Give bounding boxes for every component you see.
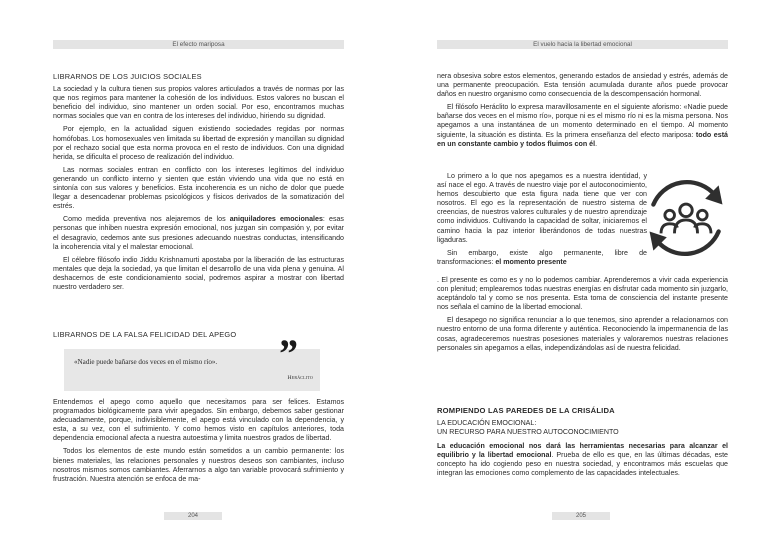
bold-term: La educación emocional nos dará las herramientas necesarias para alcanzar el equilibrio y la libertad emocional bbox=[437, 441, 728, 459]
paragraph: La sociedad y la cultura tienen sus propios valores articulados a través de normas por las que nos regimos para mantener la cohesión de los individuos. Estos valores no buscan el beneficio del individuo, sino mantener un orden social. Por eso, encontramos muchas normas sociales que van en contra de los intereses del individuo, hiriendo su dignidad. bbox=[53, 85, 344, 121]
page-number-right: 205 bbox=[552, 512, 610, 520]
section-heading-apego: LIBRARNOS DE LA FALSA FELICIDAD DEL APEGO bbox=[53, 330, 237, 339]
right-column-top bbox=[437, 72, 728, 153]
right-column-section bbox=[437, 406, 728, 482]
paragraph: . El presente es como es y no lo podemos cambiar. Aprenderemos a vivir cada experiencia con plenitud; emplearemos todas nuestras energías en disfrutar cada momento sin juzgarlo, aceptándolo tal y como se nos presenta. Esta toma de consciencia del instante presente nos señala el camino de la libertad emocional. bbox=[437, 276, 728, 312]
quote-author: Heráclito bbox=[287, 375, 313, 381]
paragraph: El desapego no significa renunciar a lo que tenemos, sino aprender a relacionarnos con nuestro entorno de una forma diferente y auténtica. Reconociendo la impermanencia de las cosas, agradeceremos nuestras posesiones materiales y valoraremos nuestras relaciones personales sin apegarnos a ellas, independizándolas así de nuestra felicidad. bbox=[437, 316, 728, 352]
running-head-left: El efecto mariposa bbox=[53, 40, 344, 49]
right-column-middle bbox=[437, 276, 728, 357]
paragraph: Todos los elementos de este mundo están sometidos a un cambio permanente: los bienes materiales, las relaciones personales y nuestros deseos son cambiantes, incluso nosotros mismos somos cambiantes. Aferrarnos a algo tan variable provocará sufrimiento y frustración. Nuestra atención se enfoca de ma- bbox=[53, 447, 344, 483]
page-number-left: 204 bbox=[164, 512, 222, 520]
paragraph: La educación emocional nos dará las herramientas necesarias para alcanzar el equilibrio y la libertad emocional. Prueba de ello es que, en las últimas décadas, este concepto ha ido cogiendo peso en nuestra sociedad, y encontramos más escuelas que integran las emociones como complemento de las capacidades intelectuales. bbox=[437, 441, 728, 477]
bold-term: todo está en un constante cambio y todos fluimos con él bbox=[437, 130, 728, 148]
paragraph: El célebre filósofo indio Jiddu Krishnamurti apostaba por la liberación de las estructuras mentales que deja la sociedad, ya que limitan el desarrollo de una vida plena y genuina. Al deshacernos de este condicionamiento social, podremos aspirar a mostrar con libertad nuestro verdadero ser. bbox=[53, 255, 344, 291]
left-column-section2-heading bbox=[53, 330, 344, 343]
left-column-section1 bbox=[53, 72, 344, 296]
left-column-section2-body bbox=[53, 398, 344, 488]
running-head-right: El vuelo hacia la libertad emocional bbox=[437, 40, 728, 49]
paragraph: Entendemos el apego como aquello que necesitamos para ser felices. Estamos programados biológicamente para vivir apegados. Sin embargo, debemos saber gestionar adecuadamente, porque, indivisiblemente, el apego está vinculado con la dependencia, y esta, a su vez, con el sufrimiento. Y como hemos visto en capítulos anteriores, toda dependencia emocional afecta a nuestra autoestima y limita nuestros grados de libertad. bbox=[53, 398, 344, 443]
right-column-wrapped bbox=[437, 172, 647, 271]
subheading: LA EDUCACIÓN EMOCIONAL: UN RECURSO PARA NUESTRO AUTOCONOCIMIENTO bbox=[437, 419, 619, 437]
people-cycle-icon bbox=[638, 170, 734, 266]
bold-term: aniquiladores emocionales bbox=[229, 215, 323, 224]
quote-mark-icon: ” bbox=[277, 331, 297, 376]
paragraph: Como medida preventiva nos alejaremos de los aniquiladores emocionales: esas personas que inhiben nuestra expresión emocional, nos juzgan sin compasión y, por evitar el desagravio, cedemos ante sus presiones adecuando nuestras conductas, intensificando la incoherencia vital y el malestar emocional. bbox=[53, 215, 344, 251]
section-heading-juicios: LIBRARNOS DE LOS JUICIOS SOCIALES bbox=[53, 72, 202, 81]
paragraph: nera obsesiva sobre estos elementos, generando estados de ansiedad y estrés, además de una permanente preocupación. Esta tensión acumulada durante años puede provocar daños en nuestro organismo como consecuencia de la descompensación hormonal. bbox=[437, 72, 728, 99]
section-heading-crisalida: ROMPIENDO LAS PAREDES DE LA CRISÁLIDA bbox=[437, 406, 615, 415]
paragraph: Las normas sociales entran en conflicto con los intereses legítimos del individuo generando un conflicto interno y sienten que están viviendo una vida que no está en sintonía con sus valores y beneficios. Esta incoherencia es un nicho de dolor que puede llegar a desencadenar problemas psicológicos y físicos derivados de la somatización del estrés. bbox=[53, 165, 344, 211]
paragraph: Sin embargo, existe algo permanente, libre de transformaciones: el momento presente bbox=[437, 248, 647, 266]
paragraph: Por ejemplo, en la actualidad siguen existiendo sociedades regidas por normas homófobas. Los homosexuales ven limitada su libertad de expresión y mancillan su dignidad por el rechazo social que esta norma provoca en el resto de individuos. Con una dignidad herida, se dificulta el proceso de realización del individuo. bbox=[53, 125, 345, 161]
quote-text: «Nadie puede bañarse dos veces en el mismo río». bbox=[74, 358, 218, 366]
paragraph: El filósofo Heráclito lo expresa maravillosamente en el siguiente aforismo: «Nadie puede bañarse dos veces en el mismo río», porque ni es el mismo río ni es la misma persona. Nos apegamos a una instantánea de un momento determinado en el tiempo. Al momento siguiente, la situación es distinta. Es la primera enseñanza del efecto mariposa: todo está en un constante cambio y todos fluimos con él. bbox=[437, 103, 728, 148]
paragraph: Lo primero a lo que nos apegamos es a nuestra identidad, y así nace el ego. A través de nuestro viaje por el autoconocimiento, hemos descubierto que esta figura nada tiene que ver con nosotros. El ego es la representación de nuestro sistema de creencias, de nuestros valores culturales y de nuestro aprendizaje como individuos. Cultivando la capacidad de soltar, iniciaremos el camino hacia la paz interior liberándonos de todas nuestras ligaduras. bbox=[437, 172, 647, 244]
bold-term: el momento presente bbox=[495, 257, 567, 266]
